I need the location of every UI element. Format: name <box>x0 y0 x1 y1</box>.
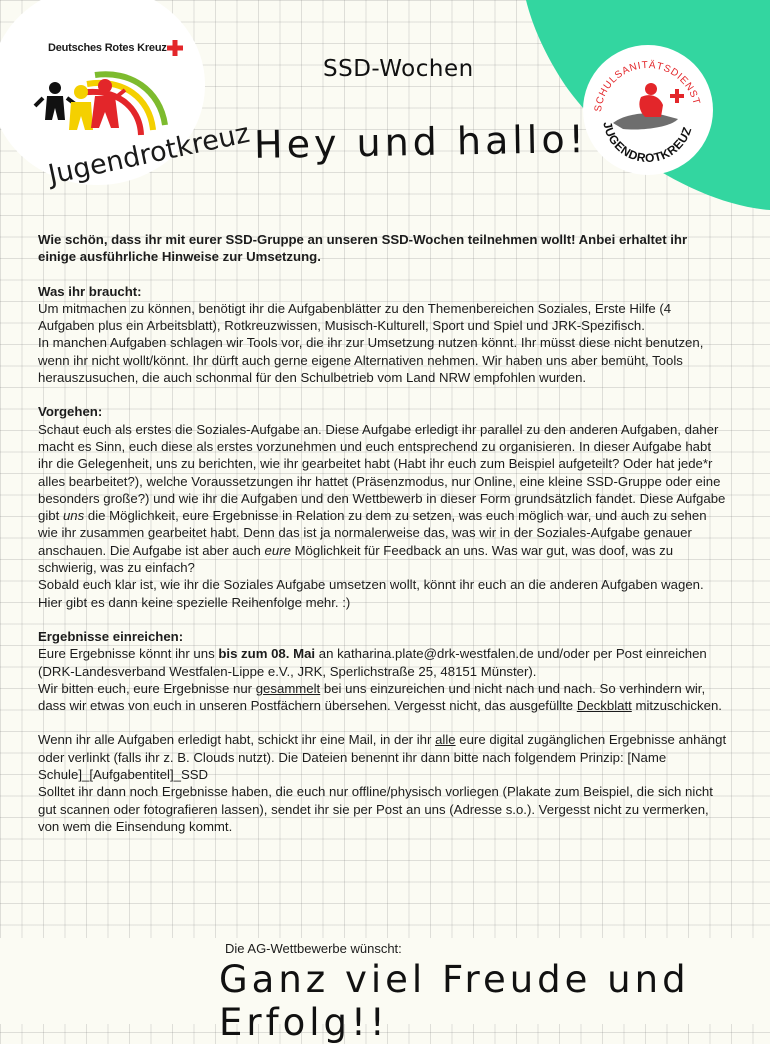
document-subtitle: SSD-Wochen <box>323 56 474 82</box>
intro-paragraph: Wie schön, dass ihr mit eurer SSD-Gruppe an unseren SSD-Wochen teilnehmen wollt! Anbei erhaltet ihr einige ausführliche Hinweise zur Umsetzung. <box>38 232 688 265</box>
closing-wish: Ganz viel Freude und Erfolg!! <box>219 958 690 1044</box>
needs-paragraph-1: Um mitmachen zu können, benötigt ihr die Aufgabenblätter zu den Themenbereichen Soziales, Erste Hilfe (4 Aufgaben plus ein Arbeitsblatt), Rotkreuzwissen, Musisch-Kulturell, Sport und Spiel und JRK-Spezifisch. <box>38 300 672 334</box>
procedure-paragraph-1: Schaut euch als erstes die Soziales-Aufgabe an. Diese Aufgabe erledigt ihr parallel zu den anderen Aufgaben, daher macht es Sinn, euch diese als erstes vorzunehmen und euch entsprechend zu organisieren. In dieser Aufgabe habt ihr die Gelegenheit, uns zu berichten, wie ihr gearbeitet habt (Habt ihr euch zum Beispiel aufgeteilt? Oder hat jede*r alles bearbeitet?), welche Voraussetzungen ihr hattet (Präsenzmodus, nur Online, eine kleine SSD-Gruppe oder eine besonders große?) und wie ihr die Aufgaben und den Wettbewerb in dieser Form grundsätzlich fandet. Diese Aufgabe gibt uns die Möglichkeit, eure Ergebnisse in Relation zu dem zu setzen, was euch möglich war, und auch zu sehen wie ihr zusammen gearbeitet habt. Denn das ist ja normalerweise das, was wir in der Soziales-Aufgabe genauer anschauen. Die Aufgabe ist aber auch eure Möglichkeit für Feedback an uns. Was war gut, was doof, was zu schwierig, was zu einfach? <box>38 421 726 576</box>
jrk-logo-wordmark: Jugendrotkreuz <box>45 117 253 191</box>
submit-paragraph-3: Wenn ihr alle Aufgaben erledigt habt, schickt ihr eine Mail, in der ihr alle eure digital zugänglichen Ergebnisse anhängt oder verlinkt (falls ihr z. B. Clouds nutzt). Die Dateien benennt ihr dann bitte nach folgendem Prinzip: [Name Schule]_[Aufgabentitel]_SSD <box>38 732 727 783</box>
document-body <box>38 231 728 835</box>
section-heading-needs: Was ihr braucht: <box>38 283 142 299</box>
svg-text:SCHULSANITÄTSDIENST: SCHULSANITÄTSDIENST <box>593 59 702 113</box>
procedure-paragraph-2: Sobald euch klar ist, wie ihr die Soziales Aufgabe umsetzen wollt, könnt ihr euch an die anderen Aufgaben wagen. Hier gibt es dann keine spezielle Reihenfolge mehr. :) <box>38 577 704 610</box>
submit-paragraph-1: Eure Ergebnisse könnt ihr uns bis zum 08. Mai an katharina.plate@drk-westfalen.de und/oder per Post einreichen (DRK-Landesverband Westfalen-Lippe e.V., JRK, Sperlichstraße 25, 48151 Münster). <box>38 646 707 679</box>
footer-label: Die AG-Wettbewerbe wünscht: <box>225 941 402 956</box>
document-title: Hey und hallo! <box>253 117 589 167</box>
jugendrotkreuz-logo <box>25 50 253 191</box>
schulsanitaetsdienst-logo <box>583 45 713 175</box>
children-figures-icon <box>35 79 125 130</box>
submit-paragraph-2: Wir bitten euch, eure Ergebnisse nur gesammelt bei uns einzureichen und nicht nach und nach. So verhindern wir, dass wir etwas von euch in unseren Postfächern übersehen. Vergesst nicht, das ausgefüllte Deckblatt mitzuschicken. <box>38 680 722 714</box>
section-heading-submit: Ergebnisse einreichen: <box>38 628 184 644</box>
submit-paragraph-4: Solltet ihr dann noch Ergebnisse haben, die euch nur offline/physisch vorliegen (Plakate zum Beispiel, die sich nicht gut scannen oder fotografieren lassen), sendet ihr sie per Post an uns (Adresse s.o.). Vergesst nicht zu vermerken, von wem die Einsendung kommt. <box>38 784 713 834</box>
drk-logo-text: Deutsches Rotes Kreuz <box>48 42 167 54</box>
section-heading-procedure: Vorgehen: <box>38 404 103 420</box>
svg-text:JUGENDROTKREUZ: JUGENDROTKREUZ <box>600 120 695 166</box>
needs-paragraph-2: In manchen Aufgaben schlagen wir Tools vor, die ihr zur Umsetzung nutzen könnt. Ihr müsst diese nicht benutzen, wenn ihr nicht wollt/könnt. Ihr dürft auch gerne eigene Alternativen nehmen. Wir haben uns aber bemüht, Tools herauszusuchen, die auch schonmal für den Schulbetrieb vom Land NRW empfohlen wurden. <box>38 335 704 386</box>
first-aid-figures-icon <box>613 83 684 130</box>
